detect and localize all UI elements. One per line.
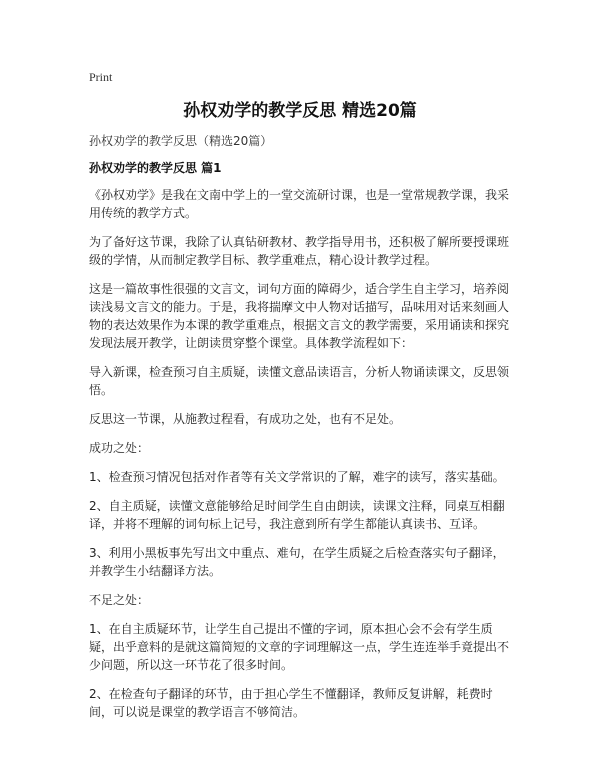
paragraph-reflection: 反思这一节课，从施教过程看，有成功之处，也有不足处。 bbox=[89, 412, 402, 426]
paragraph-shortcoming-1: 1、在自主质疑环节，让学生自己提出不懂的字词，原本担心会不会有学生质疑，出乎意料的是就这篇简短的文章的字词理解这一点，学生连连举手竟提出不少问题，所以这一环节花了很多时间。 bbox=[89, 622, 510, 672]
document-subtitle: 孙权劝学的教学反思（精选20篇） bbox=[89, 134, 273, 148]
section-heading: 孙权劝学的教学反思 篇1 bbox=[89, 161, 222, 175]
paragraph-intro: 《孙权劝学》是我在文南中学上的一堂交流研讨课，也是一堂常规教学课，我采用传统的教学方式。 bbox=[89, 188, 510, 220]
page-title: 孙权劝学的教学反思 精选20篇 bbox=[183, 101, 417, 121]
paragraph-success-3: 3、利用小黑板事先写出文中重点、难句，在学生质疑之后检查落实句子翻译，并教学生小结翻译方法。 bbox=[89, 546, 505, 578]
paragraph-approach: 这是一篇故事性很强的文言文，词句方面的障碍少，适合学生自主学习，培养阅读浅易文言文的能力。于是，我将揣摩文中人物对话描写，品味用对话来刻画人物的表达效果作为本课的教学重难点，根据文言文的教学需要，采用诵读和探究发现法展开教学，让朗读贯穿整个课堂。具体教学流程如下： bbox=[89, 282, 510, 350]
paragraph-success-heading: 成功之处： bbox=[89, 441, 150, 455]
paragraph-success-2: 2、自主质疑，读懂文意能够给足时间学生自由朗读，读课文注释，同桌互相翻译，并将不理解的词句标上记号，我注意到所有学生都能认真读书、互译。 bbox=[89, 499, 505, 531]
paragraph-success-1: 1、检查预习情况包括对作者等有关文学常识的了解，难字的读写，落实基础。 bbox=[89, 470, 505, 484]
article-body bbox=[89, 186, 515, 732]
paragraph-shortcoming-heading: 不足之处： bbox=[89, 593, 150, 607]
paragraph-preparation: 为了备好这节课，我除了认真钻研教材、教学指导用书，还积极了解所要授课班级的学情，从而制定教学目标、教学重难点，精心设计教学过程。 bbox=[89, 235, 510, 267]
print-link[interactable]: Print bbox=[89, 70, 113, 84]
paragraph-shortcoming-2: 2、在检查句子翻译的环节，由于担心学生不懂翻译，教师反复讲解，耗费时间，可以说是课堂的教学语言不够简洁。 bbox=[89, 687, 493, 719]
paragraph-process: 导入新课，检查预习自主质疑，读懂文意品读语言，分析人物诵读课文，反思领悟。 bbox=[89, 365, 510, 397]
